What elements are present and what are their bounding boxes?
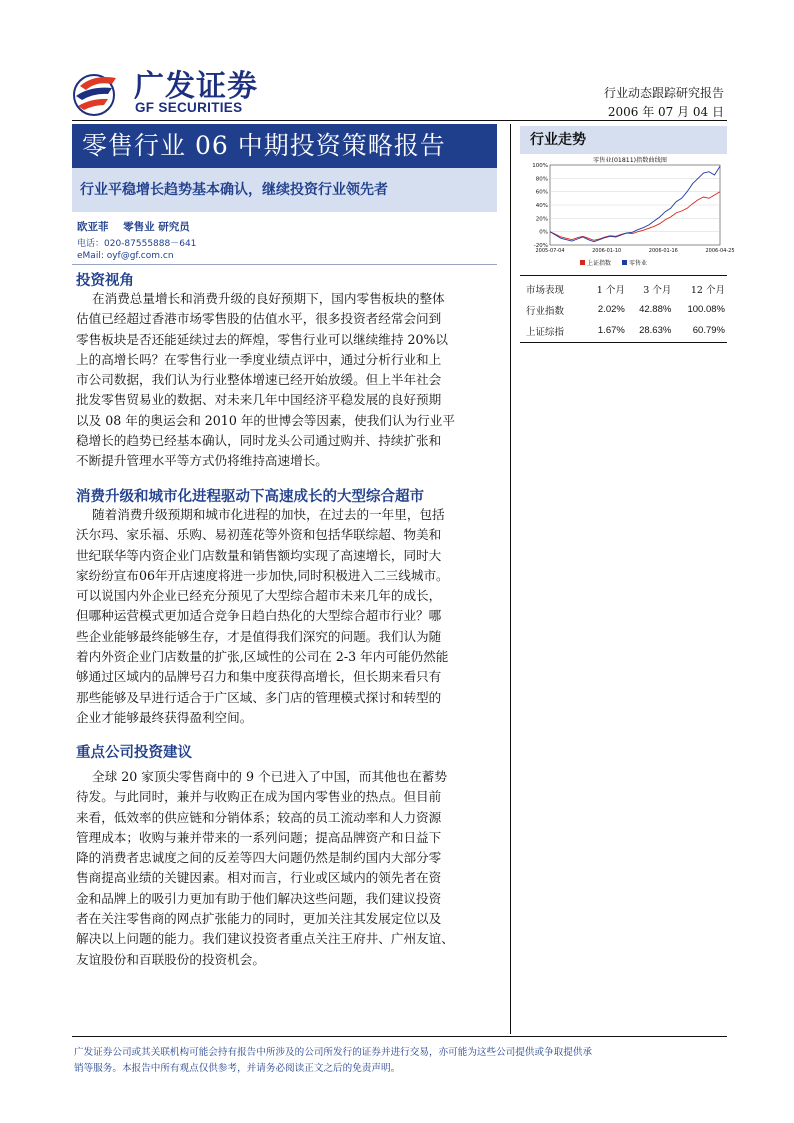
body-line: 沃尔玛、家乐福、乐购、易初莲花等外资和包括华联综超、物美和 — [76, 527, 442, 543]
author-divider — [72, 264, 497, 265]
body-line: 金和品牌上的吸引力更加有助于他们解决这些问题，我们建议投资 — [76, 890, 442, 906]
section-title: 投资视角 — [76, 273, 134, 289]
logo-english-name: GF SECURITIES — [135, 100, 243, 115]
x-tick-label: 2005-07-04 — [535, 248, 565, 254]
body-line: 那些能够及早进行适合于广区域、多门店的管理模式探讨和转型的 — [76, 689, 442, 705]
body-line: 批发零售贸易业的数据、对未来几年中国经济平稳发展的良好预期 — [76, 392, 442, 408]
cell-3m: 28.63% — [639, 325, 672, 336]
index-trend-chart — [520, 157, 735, 274]
body-line: 降的消费者忠诚度之间的反差等四大问题仍然是制约国内大部分零 — [76, 850, 442, 866]
column-divider — [510, 124, 511, 1034]
body-line: 不断提升管理水平等方式仍将维持高速增长。 — [76, 453, 328, 469]
table-row — [520, 320, 727, 341]
section-title: 消费升级和城市化进程驱动下高速成长的大型综合超市 — [76, 489, 424, 505]
legend-swatch — [622, 260, 627, 265]
body-line: 管理成本；收购与兼并带来的一系列问题；提高品牌资产和日益下 — [76, 829, 442, 845]
body-line: 家纷纷宣布06年开店速度将进一步加快,同时积极进入二三线城市。 — [76, 567, 449, 583]
report-type: 行业动态跟踪研究报告 — [603, 86, 724, 100]
disclaimer — [74, 1045, 729, 1077]
body-line: 随着消费升级预期和城市化进程的加快，在过去的一年里，包括 — [76, 507, 445, 522]
x-tick-label: 2006-01-10 — [592, 248, 622, 254]
table-row — [520, 299, 727, 320]
body-line: 来看，低效率的供应链和分销体系；较高的员工流动率和人力资源 — [76, 809, 442, 825]
body-line: 估值已经超过香港市场零售股的估值水平，很多投资者经常会问到 — [76, 311, 442, 327]
cell-3m: 42.88% — [639, 304, 672, 315]
body-line: 够通过区域内的品牌号召力和集中度获得高增长，但长期来看只有 — [76, 669, 442, 685]
report-date: 2006 年 07 月 04 日 — [607, 105, 724, 119]
author-phone: 电话：020-87555888－641 — [77, 239, 197, 249]
legend-swatch — [580, 260, 585, 265]
body-line: 些企业能够最终能够生存，才是值得我们深究的问题。我们认为随 — [76, 628, 442, 644]
legend-label: 零售业 — [629, 260, 648, 267]
sidebar-divider — [520, 275, 727, 276]
disclaimer-line: 广发证券公司或其关联机构可能会持有报告中所涉及的公司所发行的证券并进行交易，亦可能为这些公司提供或争取提供承 — [74, 1047, 593, 1058]
header-cell: 3 个月 — [643, 284, 672, 296]
y-tick-label: 0% — [539, 229, 548, 236]
logo-chinese-name: 广发证劵 — [134, 69, 258, 104]
body-line: 售商提高业绩的关键因素。相对而言，行业或区域内的领先者在资 — [76, 870, 442, 886]
y-tick-label: 60% — [535, 189, 548, 196]
row-label: 行业指数 — [526, 305, 565, 317]
y-tick-label: 100% — [532, 163, 548, 169]
body-line: 世纪联华等内资企业门店数量和销售额均实现了高速增长，同时大 — [76, 547, 442, 563]
body-line: 但哪种运营模式更加适合竞争日趋白热化的大型综合超市行业？哪 — [76, 608, 442, 624]
section-body — [76, 767, 490, 970]
section-body — [76, 505, 490, 728]
body-line: 稳增长的趋势已经基本确认，同时龙头公司通过购并、持续扩张和 — [76, 433, 442, 449]
cell-12m: 60.79% — [692, 325, 725, 336]
body-line: 解决以上问题的能力。我们建议投资者重点关注王府井、广州友谊、 — [76, 931, 454, 947]
body-line: 友谊股份和百联股份的投资机会。 — [76, 951, 265, 967]
body-line: 全球 20 家顶尖零售商中的 9 个已进入了中国，而其他也在蓄势 — [76, 769, 447, 784]
body-line: 企业才能够最终获得盈利空间。 — [76, 709, 253, 725]
body-line: 以及 08 年的奥运会和 2010 年的世博会等因素，使我们认为行业平 — [76, 412, 455, 428]
body-line: 者在关注零售商的网点扩张能力的同时，更加关注其发展定位以及 — [76, 911, 442, 927]
report-subtitle: 行业平稳增长趋势基本确认，继续投资行业领先者 — [72, 168, 497, 212]
header-cell: 市场表现 — [526, 284, 565, 296]
body-line: 上的高增长吗？在零售行业一季度业绩点评中，通过分析行业和上 — [76, 351, 442, 367]
header-divider — [72, 120, 727, 121]
market-performance-table — [520, 278, 727, 341]
row-label: 上证综指 — [526, 326, 565, 338]
body-line: 可以说国内外企业已经充分预见了大型综合超市未来几年的成长， — [76, 588, 442, 604]
author-email[interactable]: eMail: oyf@gf.com.cn — [77, 251, 174, 261]
cell-1m: 2.02% — [597, 304, 625, 315]
gf-logo-icon — [72, 72, 132, 118]
author-line: 欧亚菲 零售业 研究员 — [77, 221, 190, 233]
section-body — [76, 289, 490, 472]
body-line: 待发。与此同时，兼并与收购正在成为国内零售业的热点。但目前 — [76, 789, 442, 805]
y-tick-label: -20% — [533, 243, 548, 249]
footer-divider — [72, 1036, 727, 1037]
y-tick-label: 40% — [535, 203, 548, 209]
legend-label: 上证指数 — [587, 260, 612, 267]
cell-12m: 100.08% — [687, 304, 725, 315]
body-line: 着内外资企业门店数量的扩张,区域性的公司在 2-3 年内可能仍然能 — [76, 649, 449, 665]
table-header-row — [520, 278, 727, 299]
section-title: 重点公司投资建议 — [76, 745, 192, 761]
sidebar-divider — [520, 342, 727, 343]
body-line: 市公司数据，我们认为行业整体增速已经开始放缓。但上半年社会 — [76, 372, 442, 388]
x-tick-label: 2006-01-16 — [648, 248, 678, 254]
header-cell: 12 个月 — [690, 284, 725, 296]
body-line: 零售板块是否还能延续过去的辉煌，零售行业可以继续维持 20%以 — [76, 331, 449, 347]
sidebar-heading: 行业走势 — [530, 132, 586, 148]
y-tick-label: 80% — [535, 176, 548, 183]
disclaimer-line: 销等服务。本报告中所有观点仅供参考，并请务必阅读正文之后的免责声明。 — [74, 1063, 401, 1074]
x-tick-label: 2006-04-25 — [705, 248, 735, 254]
chart-title: 零售业(01811)指数曲线图 — [592, 157, 668, 164]
y-tick-label: 20% — [535, 216, 548, 223]
report-title: 零售行业 06 中期投资策略报告 — [72, 124, 497, 168]
header-cell: 1 个月 — [596, 284, 625, 296]
body-line: 在消费总量增长和消费升级的良好预期下，国内零售板块的整体 — [76, 291, 445, 306]
cell-1m: 1.67% — [597, 325, 625, 336]
